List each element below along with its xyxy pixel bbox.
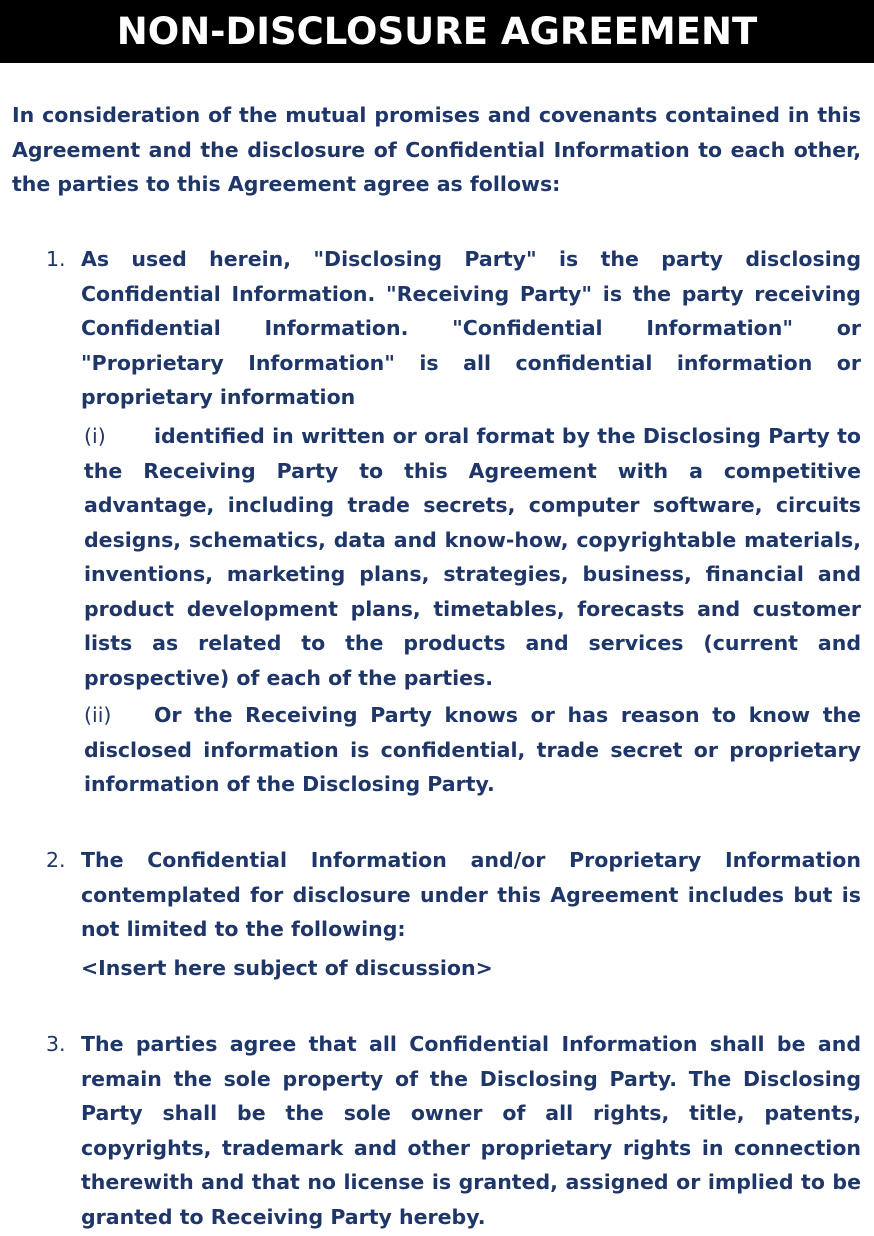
subclause-mark: (ii): [84, 703, 112, 727]
subclause-ii: [84, 698, 861, 802]
subclause-i: [84, 419, 861, 695]
subclause-text: Or the Receiving Party knows or has reason to know the disclosed information is confidential, trade secret or proprietary information of the Disclosing Party.: [84, 703, 861, 796]
subclause-text: identified in written or oral format by the Disclosing Party to the Receiving Party to this Agreement with a competitive advantage, including trade secrets, computer software, circuits designs, schematics, data and know-how, copyrightable materials, inventions, marketing plans, strategies, business, financial and product development plans, timetables, forecasts and customer lists as related to the products and services (current and prospective) of each of the parties.: [84, 424, 861, 690]
title-bar: [0, 0, 874, 63]
clause-text: As used herein, "Disclosing Party" is the party disclosing Confidential Information. "Receiving Party" is the party receiving Confidential Information. "Confidential Information" or "Proprietary Information" is all confidential information or proprietary information: [81, 247, 861, 409]
subclause-mark: (i): [84, 424, 106, 448]
placeholder-text: <Insert here subject of discussion>: [81, 956, 493, 980]
intro-paragraph: In consideration of the mutual promises and covenants contained in this Agreement and the disclosure of Confidential Information to each other, the parties to this Agreement agree as follows:: [12, 103, 861, 196]
clause-number: 2.: [46, 848, 66, 872]
document-title: NON-DISCLOSURE AGREEMENT: [116, 10, 758, 53]
clause-number: 3.: [46, 1032, 66, 1056]
clause-text: The Confidential Information and/or Proprietary Information contemplated for disclosure under this Agreement includes but is not limited to the following:: [81, 848, 861, 941]
clause-text: The parties agree that all Confidential Information shall be and remain the sole property of the Disclosing Party. The Disclosing Party shall be the sole owner of all rights, title, patents, copyrights, trademark and other proprietary rights in connection therewith and that no license is granted, assigned or implied to be granted to Receiving Party hereby.: [81, 1032, 861, 1229]
clause-number: 1.: [46, 247, 66, 271]
